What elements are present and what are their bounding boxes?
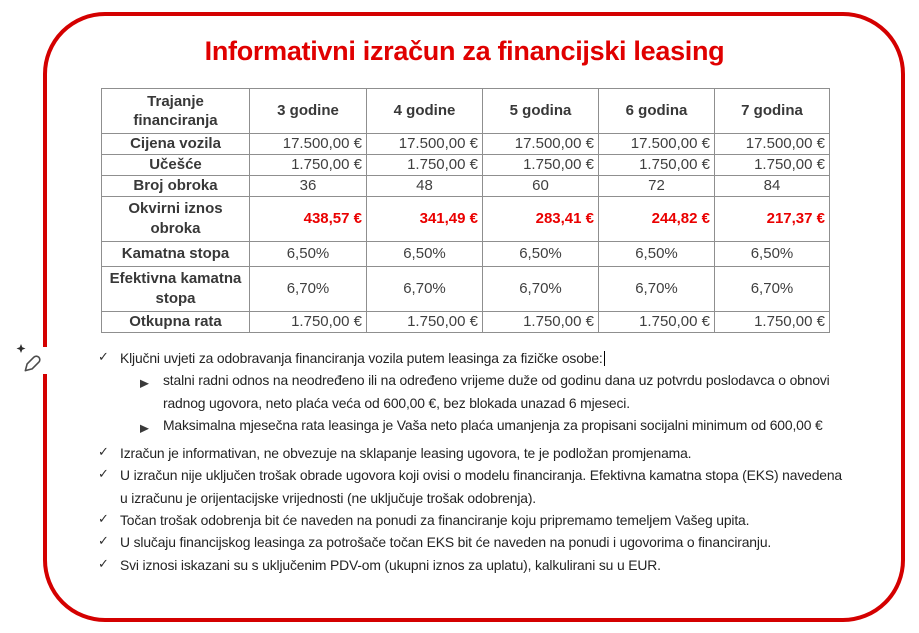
note-item: [98, 531, 852, 553]
row-label[interactable]: Učešće: [102, 155, 250, 176]
note-text[interactable]: Točan trošak odobrenja bit će naveden na ponudi za financiranje koju pripremamo temeljem Vašeg upita.: [120, 512, 750, 529]
arrow-bullet-icon: [140, 369, 163, 397]
table-row: [102, 155, 830, 176]
header-term-cell[interactable]: 6 godina: [599, 89, 715, 134]
leasing-table: [101, 88, 830, 333]
table-header-row: [102, 89, 830, 134]
header-term-cell[interactable]: 5 godina: [483, 89, 599, 134]
page-title[interactable]: Informativni izračun za financijski leasing: [204, 36, 725, 66]
pen-with-sparkle-icon: [11, 339, 47, 381]
value-cell[interactable]: 6,50%: [250, 241, 367, 266]
value-cell[interactable]: 244,82 €: [599, 196, 715, 241]
value-cell[interactable]: 6,70%: [367, 266, 483, 311]
notes-list: [98, 347, 852, 576]
text-cursor: [604, 351, 605, 366]
value-cell[interactable]: 48: [367, 176, 483, 197]
value-cell[interactable]: 6,70%: [599, 266, 715, 311]
value-cell[interactable]: 1.750,00 €: [367, 155, 483, 176]
sub-note-item: [98, 414, 852, 442]
header-term-cell[interactable]: 7 godina: [715, 89, 830, 134]
header-term-cell[interactable]: 4 godine: [367, 89, 483, 134]
row-label[interactable]: Otkupna rata: [102, 311, 250, 332]
note-item: [98, 347, 852, 369]
value-cell[interactable]: 6,70%: [250, 266, 367, 311]
row-label[interactable]: Okvirni iznos obroka: [102, 196, 250, 241]
value-cell[interactable]: 6,70%: [715, 266, 830, 311]
note-item: [98, 509, 852, 531]
value-cell[interactable]: 6,50%: [367, 241, 483, 266]
table-row: [102, 311, 830, 332]
note-text[interactable]: Svi iznosi iskazani su s uključenim PDV-om (ukupni iznos za uplatu), kalkulirani su u EUR.: [120, 556, 661, 573]
value-cell[interactable]: 17.500,00 €: [599, 134, 715, 155]
value-cell[interactable]: 36: [250, 176, 367, 197]
header-duration-label[interactable]: Trajanje financiranja: [102, 89, 250, 134]
value-cell[interactable]: 1.750,00 €: [715, 311, 830, 332]
arrow-bullet-icon: [140, 414, 163, 442]
value-cell[interactable]: 17.500,00 €: [715, 134, 830, 155]
value-cell[interactable]: 1.750,00 €: [367, 311, 483, 332]
note-item: [98, 554, 852, 576]
value-cell[interactable]: 341,49 €: [367, 196, 483, 241]
value-cell[interactable]: 6,50%: [715, 241, 830, 266]
value-cell[interactable]: 217,37 €: [715, 196, 830, 241]
value-cell[interactable]: 84: [715, 176, 830, 197]
note-text[interactable]: Izračun je informativan, ne obvezuje na sklapanje leasing ugovora, te je podložan promjenama.: [120, 445, 692, 462]
check-icon: ✓: [98, 512, 109, 528]
check-icon: ✓: [98, 556, 109, 572]
row-label[interactable]: Cijena vozila: [102, 134, 250, 155]
note-text[interactable]: Maksimalna mjesečna rata leasinga je Vaša neto plaća umanjenja za propisani socijalni minimum od 600,00 €: [163, 416, 823, 433]
value-cell[interactable]: 60: [483, 176, 599, 197]
check-icon: ✓: [98, 350, 109, 365]
check-icon: ✓: [98, 534, 109, 550]
value-cell[interactable]: 1.750,00 €: [483, 155, 599, 176]
row-label[interactable]: Broj obroka: [102, 176, 250, 197]
table-row: [102, 196, 830, 241]
note-text[interactable]: U izračun nije uključen trošak obrade ugovora koji ovisi o modelu financiranja. Efektivna kamatna stopa (EKS) navedena u izračunu je orijentacijske vrijednosti (ne uključuje trošak odobrenja).: [120, 467, 842, 506]
table-row: [102, 176, 830, 197]
value-cell[interactable]: 6,50%: [599, 241, 715, 266]
value-cell[interactable]: 6,70%: [483, 266, 599, 311]
note-item: [98, 442, 852, 464]
sub-note-item: [98, 369, 852, 414]
value-cell[interactable]: 1.750,00 €: [599, 155, 715, 176]
check-icon: ✓: [98, 467, 109, 483]
value-cell[interactable]: 6,50%: [483, 241, 599, 266]
header-term-cell[interactable]: 3 godine: [250, 89, 367, 134]
check-icon: ✓: [98, 445, 109, 461]
value-cell[interactable]: 17.500,00 €: [367, 134, 483, 155]
value-cell[interactable]: 1.750,00 €: [715, 155, 830, 176]
note-text[interactable]: U slučaju financijskog leasinga za potrošače točan EKS bit će naveden na ponudi i ugovorima o financiranju.: [120, 534, 772, 551]
note-item: [98, 464, 852, 509]
value-cell[interactable]: 438,57 €: [250, 196, 367, 241]
value-cell[interactable]: 17.500,00 €: [483, 134, 599, 155]
value-cell[interactable]: 17.500,00 €: [250, 134, 367, 155]
value-cell[interactable]: 283,41 €: [483, 196, 599, 241]
table-row: [102, 266, 830, 311]
value-cell[interactable]: 1.750,00 €: [483, 311, 599, 332]
value-cell[interactable]: 1.750,00 €: [250, 155, 367, 176]
note-text[interactable]: stalni radni odnos na neodređeno ili na određeno vrijeme duže od godinu dana uz potvrdu poslodavca o obnovi radnog ugovora, neto plaća veća od 600,00 €, bez blokada unazad 6 mjeseci.: [163, 372, 830, 411]
value-cell[interactable]: 72: [599, 176, 715, 197]
note-text[interactable]: Ključni uvjeti za odobravanja financiranja vozila putem leasinga za fizičke osobe:: [120, 350, 603, 366]
value-cell[interactable]: 1.750,00 €: [599, 311, 715, 332]
value-cell[interactable]: 1.750,00 €: [250, 311, 367, 332]
row-label[interactable]: Efektivna kamatna stopa: [102, 266, 250, 311]
table-row: [102, 241, 830, 266]
row-label[interactable]: Kamatna stopa: [102, 241, 250, 266]
table-row: [102, 134, 830, 155]
